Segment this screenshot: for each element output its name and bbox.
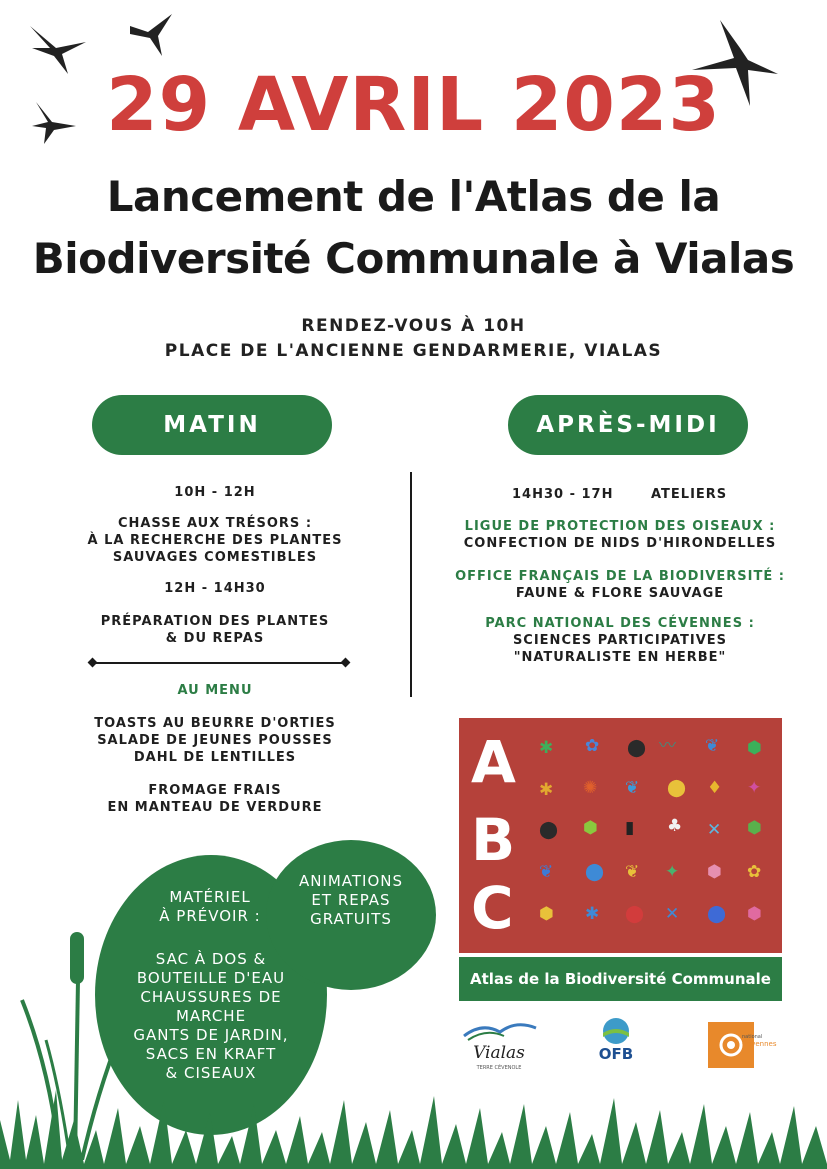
- svg-text:Vialas: Vialas: [473, 1043, 525, 1063]
- butterfly-icon: ❦: [625, 862, 640, 882]
- letter-b: B: [471, 806, 516, 874]
- page-title-line2: Biodiversité Communale à Vialas: [32, 234, 795, 283]
- flower-icon: ✺: [583, 778, 598, 798]
- abc-atlas-illustration: [459, 718, 782, 953]
- apres-midi-heading: APRÈS-MIDI: [508, 395, 748, 455]
- page-title-line1: Lancement de l'Atlas de la: [106, 172, 721, 221]
- butterfly-icon: ✦: [665, 862, 680, 882]
- workshop-lpo: LIGUE DE PROTECTION DES OISEAUX : CONFECTION DE NIDS D'HIRONDELLES: [463, 519, 777, 551]
- workshop-ofb: OFFICE FRANÇAIS DE LA BIODIVERSITÉ : FAUNE & FLORE SAUVAGE: [455, 569, 785, 601]
- beetle-icon: ⬢: [539, 904, 554, 924]
- matin-time1: 10H - 12H: [174, 485, 256, 500]
- menu-list2: FROMAGE FRAIS EN MANTEAU DE VERDURE: [107, 783, 323, 815]
- menu-divider: [92, 662, 346, 664]
- matin-time2: 12H - 14H30: [164, 581, 266, 596]
- dragonfly-icon: ✕: [707, 820, 722, 840]
- beetle-icon: ⬤: [627, 738, 647, 758]
- tree-icon: ♣: [667, 816, 683, 836]
- menu-title: AU MENU: [177, 683, 253, 698]
- matin-activity1: CHASSE AUX TRÉSORS : À LA RECHERCHE DES PLANTES SAUVAGES COMESTIBLES: [87, 516, 343, 565]
- insect-icon: ✱: [539, 738, 554, 758]
- letter-c: C: [471, 874, 514, 942]
- ant-icon: ✱: [539, 780, 554, 800]
- svg-text:national: national: [742, 1034, 763, 1040]
- beetle-icon: ⬢: [583, 818, 598, 838]
- svg-text:TERRE CÉVENOLE: TERRE CÉVENOLE: [476, 1065, 522, 1071]
- workshop-parc: PARC NATIONAL DES CÉVENNES : SCIENCES PARTICIPATIVES "NATURALISTE EN HERBE": [485, 616, 755, 665]
- beetle-icon: ⬢: [747, 904, 762, 924]
- spider-icon: ✱: [585, 904, 600, 924]
- bee-icon: ⬤: [667, 778, 687, 798]
- caterpillar-icon: 〰: [659, 736, 676, 756]
- apm-time: 14H30 - 17H: [512, 487, 614, 502]
- grass-illustration: [0, 1060, 827, 1169]
- event-date: 29 AVRIL 2023: [106, 62, 721, 148]
- svg-text:Cévennes: Cévennes: [742, 1040, 777, 1048]
- butterfly-icon: ✦: [747, 778, 762, 798]
- column-divider: [410, 472, 412, 697]
- leaf-icon: ♦: [707, 778, 723, 798]
- material-list: SAC À DOS & BOUTEILLE D'EAU CHAUSSURES DE MARCHE GANTS DE JARDIN, SACS EN KRAFT & CISEAUX: [133, 950, 289, 1082]
- beetle-icon: ⬤: [585, 862, 605, 882]
- letter-a: A: [471, 728, 516, 796]
- beetle-icon: ⬢: [747, 818, 762, 838]
- free-activities-text: ANIMATIONS ET REPAS GRATUITS: [298, 872, 404, 928]
- matin-activity2: PRÉPARATION DES PLANTES & DU REPAS: [100, 614, 330, 646]
- apm-ateliers: ATELIERS: [651, 487, 728, 502]
- svg-text:OFB: OFB: [598, 1045, 634, 1063]
- cicada-icon: ⬢: [707, 862, 722, 882]
- menu-list1: TOASTS AU BEURRE D'ORTIES SALADE DE JEUNES POUSSES DAHL DE LENTILLES: [94, 716, 336, 765]
- bird-icon: ❦: [705, 736, 720, 756]
- swallow-icon: [128, 12, 176, 58]
- ladybug-icon: ⬤: [539, 820, 559, 840]
- flower-icon: ✿: [585, 736, 600, 756]
- beetle-icon: ⬤: [707, 904, 727, 924]
- ladybug-icon: ⬤: [625, 904, 645, 924]
- bird-icon: ❦: [539, 862, 554, 882]
- atlas-label-bar: Atlas de la Biodiversité Communale: [459, 957, 782, 1001]
- rendezvous-place: PLACE DE L'ANCIENNE GENDARMERIE, VIALAS: [164, 341, 663, 361]
- material-title: MATÉRIEL À PRÉVOIR :: [159, 888, 261, 925]
- fly-icon: ✕: [665, 904, 680, 924]
- beetle-icon: ▮: [625, 818, 635, 838]
- butterfly-icon: ❦: [625, 778, 640, 798]
- beetle-icon: ⬢: [747, 738, 762, 758]
- matin-heading: MATIN: [92, 395, 332, 455]
- flower-icon: ✿: [747, 862, 762, 882]
- rendezvous-time: RENDEZ-VOUS À 10H: [301, 316, 526, 336]
